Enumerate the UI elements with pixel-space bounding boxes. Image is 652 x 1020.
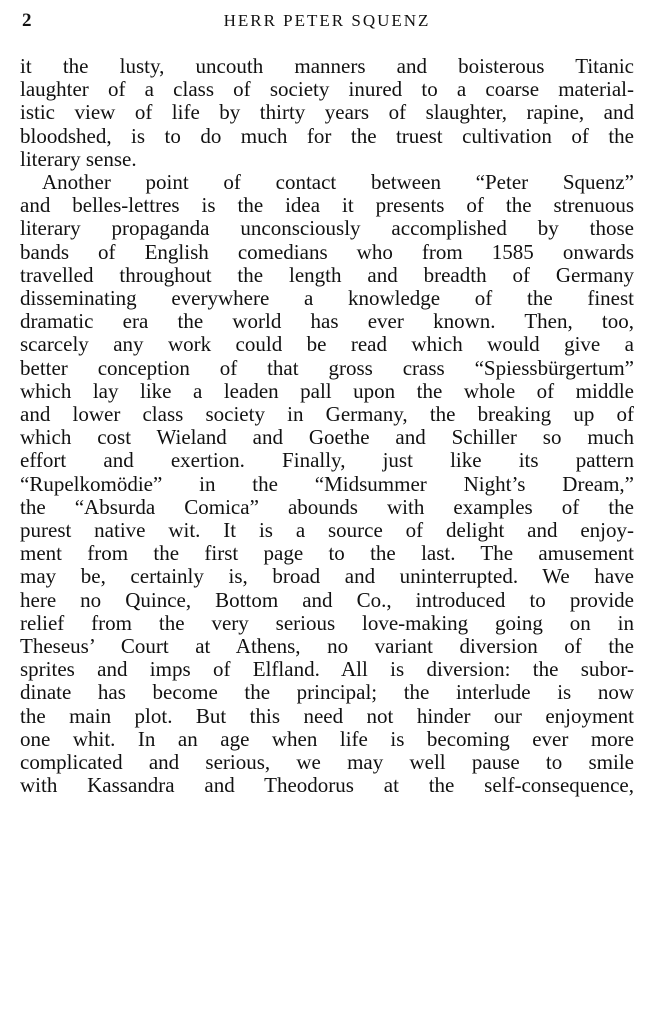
text-line: which lay like a leaden pall upon the whole of middle [20,378,634,403]
text-line: relief from the very serious love-making going on in [20,610,634,635]
text-line: laughter of a class of society inured to a coarse material- [20,77,634,102]
text-line: here no Quince, Bottom and Co., introduced to provide [20,587,634,612]
page-number: 2 [22,10,32,31]
text-line: dramatic era the world has ever known. Then, too, [20,309,634,334]
text-line: the “Absurda Comica” abounds with examples of the [20,494,634,519]
text-line: and belles-lettres is the idea it presents of the strenuous [20,193,634,218]
text-line: complicated and serious, we may well pause to smile [20,750,634,775]
text-line: Theseus’ Court at Athens, no variant diversion of the [20,634,634,659]
text-line: one whit. In an age when life is becoming ever more [20,726,634,751]
text-line: dinate has become the principal; the interlude is now [20,680,634,705]
text-line: and lower class society in Germany, the breaking up of [20,402,634,427]
text-line: purest native wit. It is a source of delight and enjoy- [20,518,634,543]
text-line: “Rupelkomödie” in the “Midsummer Night’s Dream,” [20,471,634,496]
text-line: scarcely any work could be read which would give a [20,332,634,357]
text-line: may be, certainly is, broad and uninterrupted. We have [20,564,634,589]
text-line: sprites and imps of Elfland. All is diversion: the subor- [20,657,634,682]
text-line: travelled throughout the length and breadth of Germany [20,262,634,287]
text-line: better conception of that gross crass “Spiessbürgertum” [20,355,634,380]
text-line: Another point of contact between “Peter Squenz” [42,170,634,195]
text-line: disseminating everywhere a knowledge of the finest [20,286,634,311]
text-line: literary propaganda unconsciously accomplished by those [20,216,634,241]
text-line: the main plot. But this need not hinder our enjoyment [20,703,634,728]
text-line: istic view of life by thirty years of slaughter, rapine, and [20,100,634,125]
text-line: bands of English comedians who from 1585 onwards [20,239,634,264]
page-header [20,4,634,38]
text-line: ment from the first page to the last. The amusement [20,541,634,566]
text-line: literary sense. [20,146,137,171]
text-line: bloodshed, is to do much for the truest cultivation of the [20,123,634,148]
text-line: with Kassandra and Theodorus at the self-consequence, [20,773,634,798]
text-line: it the lusty, uncouth manners and boisterous Titanic [20,54,634,78]
body-text [20,55,634,798]
text-line: effort and exertion. Finally, just like its pattern [20,448,634,473]
running-title: HERR PETER SQUENZ [223,11,431,30]
text-line: which cost Wieland and Goethe and Schiller so much [20,425,634,450]
